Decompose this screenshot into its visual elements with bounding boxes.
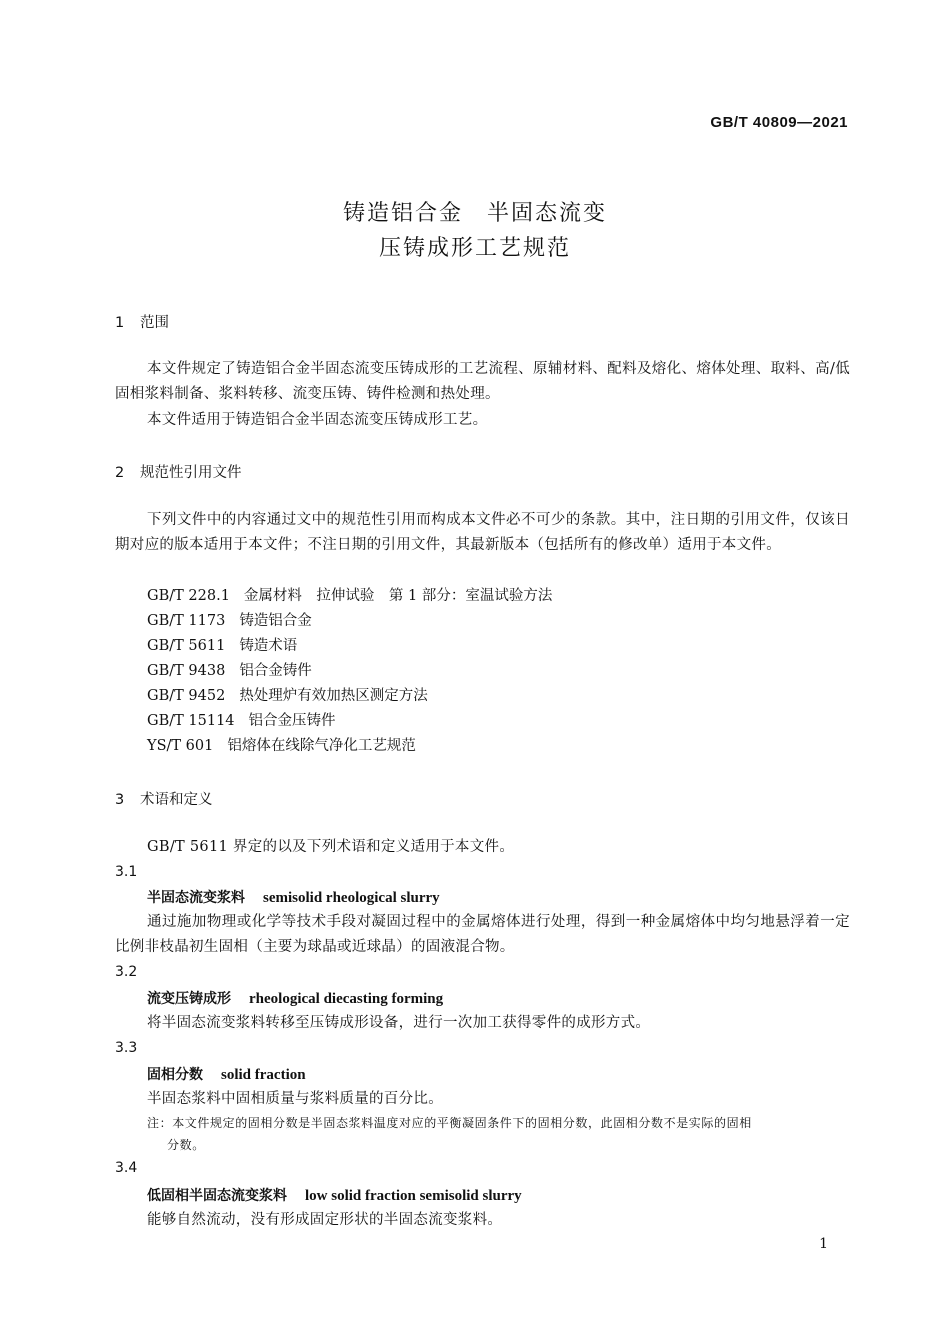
reference-title: 热处理炉有效加热区测定方法: [239, 688, 428, 704]
reference-code: YS/T 601: [147, 738, 214, 754]
note-text-line1: 本文件规定的固相分数是半固态浆料温度对应的平衡凝固条件下的固相分数，此固相分数不是实际的固相: [172, 1116, 752, 1130]
normative-references-intro: 下列文件中的内容通过文中的规范性引用而构成本文件必不可少的条款。其中，注日期的引用文件，仅该日期对应的版本适用于本文件；不注日期的引用文件，其最新版本（包括所有的修改单）适用于本文件。: [115, 512, 850, 553]
reference-item: [147, 734, 416, 755]
reference-code: GB/T 9452: [147, 688, 226, 704]
term-heading: [147, 1185, 522, 1205]
section-title: 规范性引用文件: [140, 465, 242, 481]
term-chinese: 固相分数: [147, 1067, 203, 1083]
term-number: 3.1: [115, 864, 138, 880]
scope-paragraph-2: 本文件适用于铸造铝合金半固态流变压铸成形工艺。: [147, 412, 488, 428]
standard-number: GB/T 40809—2021: [710, 114, 848, 131]
reference-title: 铝熔体在线除气净化工艺规范: [227, 738, 416, 754]
section-title: 范围: [140, 315, 169, 331]
section-1-heading: [115, 311, 169, 332]
term-heading: [147, 1064, 306, 1084]
reference-code: GB/T 15114: [147, 713, 235, 729]
reference-code: GB/T 5611: [147, 638, 226, 654]
document-title-line2: 压铸成形工艺规范: [378, 236, 571, 261]
reference-title: 铸造铝合金: [239, 613, 312, 629]
scope-paragraph-1: 本文件规定了铸造铝合金半固态流变压铸成形的工艺流程、原辅材料、配料及熔化、熔体处理、取料、高/低固相浆料制备、浆料转移、流变压铸、铸件检测和热处理。: [115, 361, 850, 402]
reference-code: GB/T 9438: [147, 663, 226, 679]
reference-item: [147, 609, 312, 630]
reference-title: 铸造术语: [239, 638, 298, 654]
term-definition: 通过施加物理或化学等技术手段对凝固过程中的金属熔体进行处理，得到一种金属熔体中均匀地悬浮着一定比例非枝晶初生固相（主要为球晶或近球晶）的固液混合物。: [115, 914, 850, 955]
reference-code: GB/T 1173: [147, 613, 226, 629]
term-definition: 将半固态流变浆料转移至压铸成形设备，进行一次加工获得零件的成形方式。: [147, 1015, 651, 1031]
reference-title: 铝合金铸件: [239, 663, 312, 679]
section-number: 2: [115, 465, 125, 481]
reference-item: [147, 709, 336, 730]
term-english: solid fraction: [221, 1067, 306, 1083]
reference-title: 铝合金压铸件: [248, 713, 336, 729]
note-text-line2: 分数。: [167, 1138, 205, 1152]
term-number: 3.3: [115, 1040, 138, 1056]
document-title-line1: 铸造铝合金 半固态流变: [342, 201, 607, 226]
terms-intro: GB/T 5611 界定的以及下列术语和定义适用于本文件。: [147, 839, 515, 855]
section-title: 术语和定义: [140, 792, 213, 808]
note-label: 注：: [147, 1116, 173, 1130]
section-2-heading: [115, 461, 242, 482]
term-english: rheological diecasting forming: [249, 991, 444, 1007]
term-chinese: 低固相半固态流变浆料: [147, 1188, 287, 1204]
term-number: 3.2: [115, 964, 138, 980]
reference-item: [147, 684, 428, 705]
reference-title: 金属材料 拉伸试验 第 1 部分：室温试验方法: [243, 588, 553, 604]
term-heading: [147, 887, 440, 907]
reference-item: [147, 659, 312, 680]
term-heading: [147, 988, 443, 1008]
page-number: 1: [819, 1236, 828, 1252]
term-english: low solid fraction semisolid slurry: [305, 1188, 522, 1204]
section-3-heading: [115, 788, 213, 809]
term-definition: 半固态浆料中固相质量与浆料质量的百分比。: [147, 1091, 443, 1107]
section-number: 3: [115, 792, 125, 808]
reference-item: [147, 584, 552, 605]
term-definition: 能够自然流动，没有形成固定形状的半固态流变浆料。: [147, 1212, 503, 1228]
reference-item: [147, 634, 297, 655]
reference-code: GB/T 228.1: [147, 588, 230, 604]
term-chinese: 流变压铸成形: [147, 991, 231, 1007]
term-note: [147, 1112, 850, 1156]
term-number: 3.4: [115, 1160, 138, 1176]
section-number: 1: [115, 315, 125, 331]
term-chinese: 半固态流变浆料: [147, 890, 245, 906]
term-english: semisolid rheological slurry: [263, 890, 440, 906]
